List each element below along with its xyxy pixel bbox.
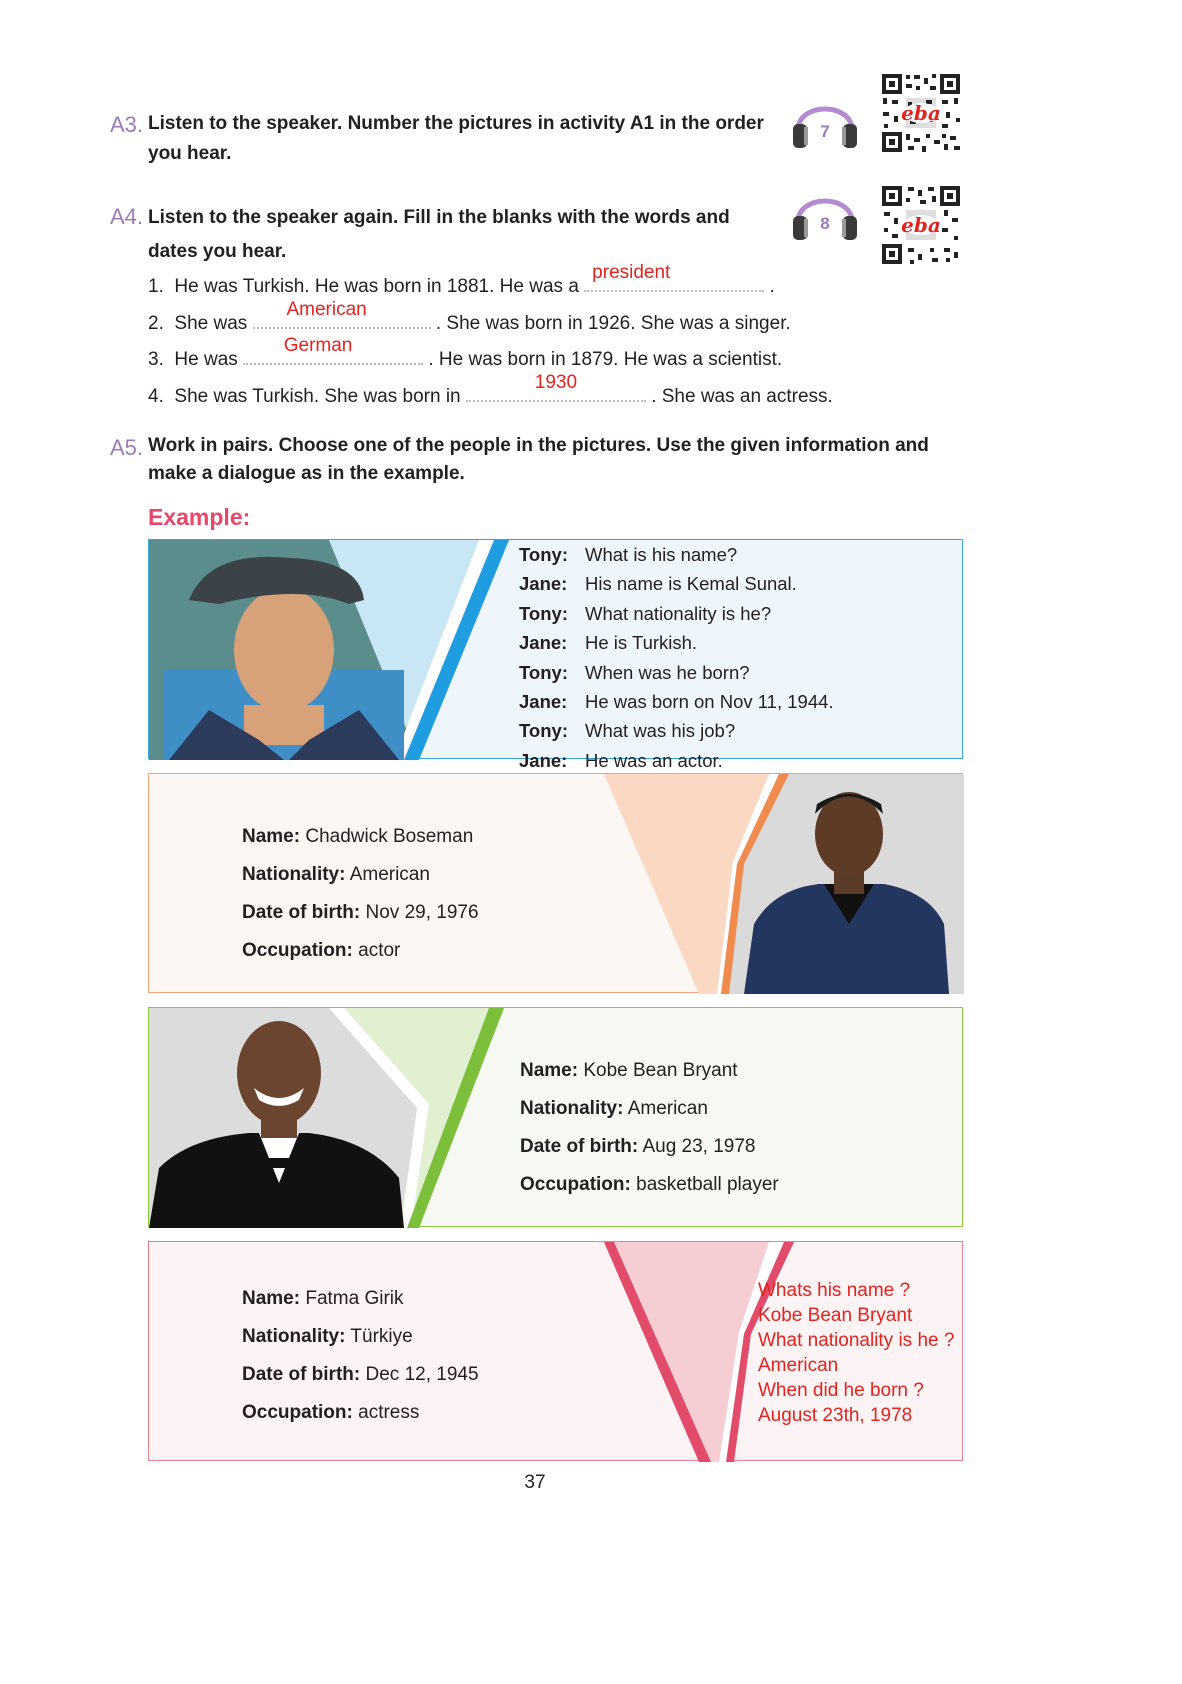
value-occupation: basketball player — [636, 1174, 779, 1195]
dialogue-line — [519, 569, 834, 598]
info-nationality — [520, 1090, 779, 1128]
value-occupation: actress — [358, 1402, 420, 1423]
answer-text: president — [592, 262, 671, 283]
dialogue-text: What is his name? — [585, 544, 738, 565]
note-line: American — [758, 1355, 839, 1376]
label-nationality: Nationality: — [242, 1326, 346, 1347]
speaker: Jane: — [519, 573, 568, 595]
qr-code-icon[interactable] — [880, 184, 962, 266]
item-number: 1. — [148, 276, 164, 297]
value-dob: Dec 12, 1945 — [365, 1364, 479, 1385]
item-number: 4. — [148, 386, 164, 407]
label-nationality: Nationality: — [242, 864, 346, 885]
label-occupation: Occupation: — [242, 940, 353, 961]
dialogue-line — [519, 687, 834, 716]
value-name: Fatma Girik — [305, 1288, 404, 1309]
dialogue-text: When was he born? — [585, 661, 750, 683]
item-text-before: He was Turkish. He was born in 1881. He was a — [174, 276, 579, 297]
dialogue-text: His name is Kemal Sunal. — [585, 573, 797, 595]
value-dob: Nov 29, 1976 — [365, 902, 479, 923]
eba-logo: eba — [901, 101, 941, 125]
info-dob — [242, 1356, 479, 1394]
dialogue-line — [519, 746, 834, 775]
kobe-info — [520, 1052, 779, 1204]
fill-in-line-2 — [148, 299, 791, 335]
dialogue — [519, 540, 834, 775]
speaker: Jane: — [519, 632, 568, 654]
handwritten-notes — [758, 1278, 954, 1428]
a4-instruction-line2: dates you hear. — [148, 241, 287, 262]
label-dob: Date of birth: — [242, 1364, 361, 1385]
dialogue-text: He is Turkish. — [585, 632, 698, 654]
item-text-after: . He was born in 1879. He was a scientist. — [428, 349, 783, 370]
dialogue-line — [519, 658, 834, 687]
speaker: Jane: — [519, 749, 568, 771]
fill-in-line-3 — [148, 335, 783, 371]
dialogue-line — [519, 599, 834, 628]
example-photo — [149, 540, 519, 760]
label-dob: Date of birth: — [242, 902, 361, 923]
eba-logo: eba — [901, 213, 941, 237]
item-number: 3. — [148, 349, 164, 370]
answer-blank[interactable] — [253, 299, 431, 329]
speaker: Tony: — [519, 544, 568, 565]
example-label: Example: — [148, 504, 251, 530]
info-occupation — [242, 1394, 479, 1432]
label-name: Name: — [520, 1060, 579, 1081]
speaker: Jane: — [519, 691, 568, 713]
dialogue-text: He was born on Nov 11, 1944. — [585, 691, 834, 713]
headphones-icon[interactable] — [790, 94, 860, 150]
note-line: Whats his name ? — [758, 1280, 911, 1301]
label-name: Name: — [242, 1288, 301, 1309]
speaker: Tony: — [519, 720, 568, 742]
item-text-after: . She was born in 1926. She was a singer. — [435, 313, 791, 334]
label-nationality: Nationality: — [520, 1098, 624, 1119]
answer-text: 1930 — [534, 372, 578, 393]
info-name — [520, 1052, 779, 1090]
label-dob: Date of birth: — [520, 1136, 639, 1157]
answer-blank[interactable] — [584, 262, 764, 292]
note-line: When did he born ? — [758, 1380, 924, 1401]
item-text-before: She was Turkish. She was born in — [174, 386, 461, 407]
a5-instruction-line2: make a dialogue as in the example. — [148, 463, 465, 484]
page-number: 37 — [524, 1472, 546, 1493]
dialogue-line — [519, 628, 834, 657]
dialogue-text: What nationality is he? — [585, 602, 772, 624]
dialogue-line — [519, 540, 834, 569]
note-line: What nationality is he ? — [758, 1330, 955, 1351]
info-dob — [242, 894, 479, 932]
item-text-after: . — [769, 276, 775, 297]
chadwick-photo — [599, 774, 964, 994]
item-number: 2. — [148, 313, 164, 334]
a3-instruction-line1: Listen to the speaker. Number the pictures in activity A1 in the order — [148, 113, 764, 134]
a3-track-number: 7 — [820, 122, 830, 141]
info-name — [242, 818, 479, 856]
qr-code-icon[interactable] — [880, 72, 962, 154]
person-card-fatma — [148, 1241, 963, 1461]
info-occupation — [520, 1166, 779, 1204]
answer-text: German — [283, 335, 353, 356]
a3-instruction — [148, 109, 798, 169]
fill-in-line-4 — [148, 372, 833, 408]
value-dob: Aug 23, 1978 — [642, 1136, 756, 1157]
info-name — [242, 1280, 479, 1318]
value-name: Chadwick Boseman — [305, 826, 474, 847]
a4-instruction-line1: Listen to the speaker again. Fill in the blanks with the words and — [148, 207, 730, 228]
info-nationality — [242, 856, 479, 894]
speaker: Tony: — [519, 661, 568, 683]
speaker: Tony: — [519, 602, 568, 624]
item-text-after: . She was an actress. — [651, 386, 833, 407]
a4-instruction — [148, 201, 798, 269]
answer-text: American — [286, 299, 367, 320]
fatma-info — [242, 1280, 479, 1432]
value-nationality: Türkiye — [350, 1326, 413, 1347]
dialogue-text: He was an actor. — [585, 749, 723, 771]
info-occupation — [242, 932, 479, 970]
note-line: August 23th, 1978 — [758, 1405, 913, 1426]
label-name: Name: — [242, 826, 301, 847]
chadwick-info — [242, 818, 479, 970]
item-text-before: She was — [174, 313, 248, 334]
value-name: Kobe Bean Bryant — [583, 1060, 738, 1081]
kobe-photo — [149, 1008, 519, 1228]
dialogue-line — [519, 716, 834, 745]
headphones-icon[interactable] — [790, 186, 860, 242]
a4-number: A4. — [110, 204, 144, 229]
value-nationality: American — [627, 1098, 708, 1119]
a4-track-number: 8 — [820, 214, 830, 233]
a3-number: A3. — [110, 112, 144, 137]
value-nationality: American — [349, 864, 430, 885]
answer-blank[interactable] — [466, 372, 646, 402]
label-occupation: Occupation: — [520, 1174, 631, 1195]
answer-blank[interactable] — [243, 335, 423, 365]
label-occupation: Occupation: — [242, 1402, 353, 1423]
fill-in-line-1 — [148, 262, 775, 298]
a5-number: A5. — [110, 435, 144, 460]
person-card-kobe — [148, 1007, 963, 1227]
a5-instruction-line1: Work in pairs. Choose one of the people in the pictures. Use the given information and — [148, 435, 929, 456]
example-panel — [148, 539, 963, 771]
person-card-chadwick — [148, 773, 963, 993]
dialogue-text: What was his job? — [585, 720, 736, 742]
item-text-before: He was — [174, 349, 238, 370]
value-occupation: actor — [358, 940, 401, 961]
info-dob — [520, 1128, 779, 1166]
note-line: Kobe Bean Bryant — [758, 1305, 913, 1326]
a5-instruction — [148, 432, 978, 488]
a3-instruction-line2: you hear. — [148, 143, 232, 164]
info-nationality — [242, 1318, 479, 1356]
